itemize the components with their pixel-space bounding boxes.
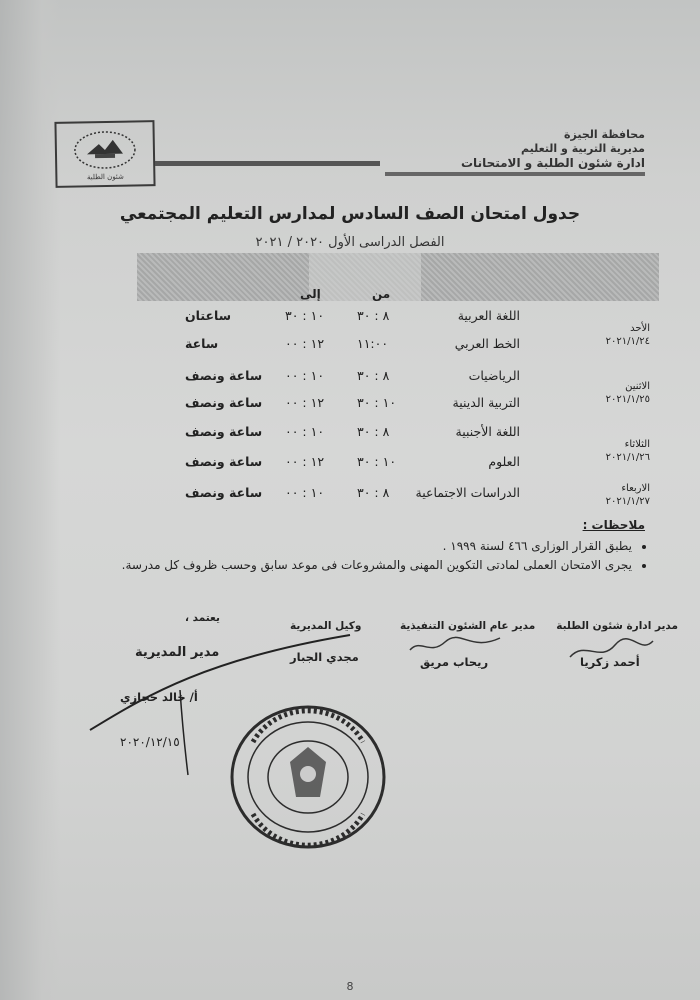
duration-cell: ساعة ونصف bbox=[185, 454, 263, 469]
duration-cell: ساعتان bbox=[185, 308, 231, 323]
day-label: الاثنين ٢٠٢١/١/٢٥ bbox=[605, 381, 650, 405]
day-label: الثلاثاء ٢٠٢١/١/٢٦ bbox=[605, 439, 650, 463]
page-number: 8 bbox=[346, 980, 354, 993]
notes-list bbox=[122, 537, 650, 575]
table-header-band bbox=[309, 253, 421, 301]
duration-cell: ساعة ونصف bbox=[185, 368, 263, 383]
table-row bbox=[0, 485, 700, 511]
end-time-cell: ١٠ : ٠٠ bbox=[285, 368, 325, 383]
signature-title: وكيل المديرية bbox=[290, 620, 362, 632]
subject-cell: اللغة العربية bbox=[457, 308, 520, 323]
letterhead bbox=[461, 128, 645, 170]
end-time-cell: ١٠ : ٠٠ bbox=[285, 424, 325, 439]
start-time-cell: ٨ : ٣٠ bbox=[357, 308, 390, 323]
logo-caption: شئون الطلبة bbox=[86, 172, 124, 181]
start-time-cell: ٨ : ٣٠ bbox=[357, 485, 390, 500]
signature-name: ريحاب مريق bbox=[420, 655, 489, 669]
end-time-cell: ١٠ : ٣٠ bbox=[285, 308, 325, 323]
column-header-to: إلى bbox=[300, 287, 321, 301]
director-role: مدير المديرية bbox=[135, 645, 220, 660]
table-row bbox=[0, 424, 700, 450]
header-rule bbox=[385, 172, 645, 176]
table-header-band bbox=[421, 253, 659, 301]
start-time-cell: ٨ : ٣٠ bbox=[357, 368, 390, 383]
subject-cell: العلوم bbox=[488, 454, 520, 469]
department-line: ادارة شئون الطلبة و الامتحانات bbox=[461, 156, 645, 170]
signature-name: مجدي الجبار bbox=[290, 650, 359, 664]
day-label: الأحد ٢٠٢١/١/٢٤ bbox=[605, 323, 650, 347]
handwritten-signature bbox=[405, 630, 505, 660]
start-time-cell: ٨ : ٣٠ bbox=[357, 424, 390, 439]
day-label: الاربعاء ٢٠٢١/١/٢٧ bbox=[605, 483, 650, 507]
signature-title: مدير ادارة شئون الطلبة bbox=[556, 620, 678, 632]
duration-cell: ساعة ونصف bbox=[185, 485, 263, 500]
note-item: • يطبق القرار الوزارى ٤٦٦ لسنة ١٩٩٩ . bbox=[122, 537, 632, 556]
table-row bbox=[0, 368, 700, 394]
notes-heading: ملاحظات : bbox=[582, 518, 645, 532]
duration-cell: ساعة ونصف bbox=[185, 395, 263, 410]
table-row bbox=[0, 454, 700, 480]
note-item: • يجرى الامتحان العملى لمادتى التكوين المهنى والمشروعات فى موعد سابق وحسب ظروف كل مدرسة. bbox=[122, 556, 632, 575]
subject-cell: الرياضيات bbox=[468, 368, 520, 383]
subject-cell: الخط العربي bbox=[454, 336, 520, 351]
end-time-cell: ١٠ : ٠٠ bbox=[285, 485, 325, 500]
duration-cell: ساعة bbox=[185, 336, 219, 351]
table-header-band bbox=[137, 253, 309, 301]
subject-cell: التربية الدينية bbox=[452, 395, 520, 410]
table-row bbox=[0, 336, 700, 362]
director-name: أ/ خالد حجازي bbox=[120, 690, 198, 704]
directorate-line: مديرية التربية و التعليم bbox=[521, 142, 645, 155]
subject-cell: اللغة الأجنبية bbox=[455, 424, 520, 439]
subject-cell: الدراسات الاجتماعية bbox=[415, 485, 520, 500]
document-title: جدول امتحان الصف السادس لمدارس التعليم المجتمعي bbox=[119, 204, 581, 224]
signature-title: مدير عام الشئون التنفيذية bbox=[400, 620, 536, 632]
official-stamp bbox=[228, 702, 388, 852]
header-rule bbox=[155, 161, 380, 166]
handwritten-signature bbox=[565, 635, 655, 665]
column-header-from: من bbox=[372, 287, 391, 301]
end-time-cell: ١٢ : ٠٠ bbox=[285, 454, 325, 469]
start-time-cell: ١٠ : ٣٠ bbox=[357, 395, 397, 410]
semester-subtitle: الفصل الدراسى الأول ٢٠٢٠ / ٢٠٢١ bbox=[255, 235, 445, 250]
duration-cell: ساعة ونصف bbox=[185, 424, 263, 439]
table-row bbox=[0, 308, 700, 334]
table-row bbox=[0, 395, 700, 421]
signature-name: أحمد زكريا bbox=[580, 655, 640, 669]
end-time-cell: ١٢ : ٠٠ bbox=[285, 395, 325, 410]
start-time-cell: ١٠ : ٣٠ bbox=[357, 454, 397, 469]
approval-label: يعتمد ، bbox=[185, 612, 220, 624]
directorate-logo bbox=[54, 120, 155, 188]
approval-date: ٢٠٢٠/١٢/١٥ bbox=[120, 735, 180, 749]
emblem-icon bbox=[65, 127, 146, 172]
end-time-cell: ١٢ : ٠٠ bbox=[285, 336, 325, 351]
governorate-line: محافظة الجيزة bbox=[564, 128, 645, 141]
start-time-cell: ١١:٠٠ bbox=[357, 336, 389, 351]
